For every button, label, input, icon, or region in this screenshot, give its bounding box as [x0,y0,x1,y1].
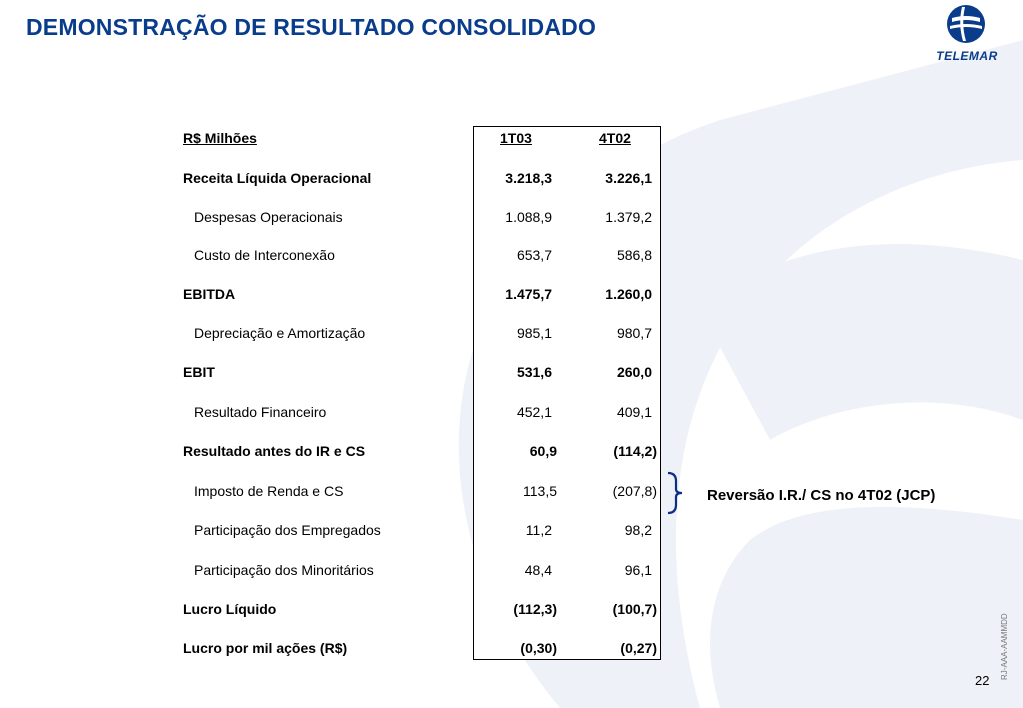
row-value-4t02: 1.260,0 [605,286,652,302]
page-title: DEMONSTRAÇÃO DE RESULTADO CONSOLIDADO [26,14,597,40]
row-label: Resultado Financeiro [194,404,327,420]
annotation-note: Reversão I.R./ CS no 4T02 (JCP) [707,487,936,504]
row-value-4t02: (114,2) [613,443,657,459]
row-label: Participação dos Minoritários [194,562,374,578]
table-header-row [0,130,1023,150]
row-value-1t03: 985,1 [516,325,552,341]
row-label: EBIT [183,364,215,380]
company-logo [928,4,1006,64]
table-row [0,325,1023,345]
row-value-1t03: (112,3) [513,601,557,617]
row-label: Depreciação e Amortização [194,325,366,341]
row-value-4t02: 260,0 [616,364,652,380]
row-value-1t03: 1.475,7 [505,286,552,302]
row-value-1t03: 1.088,9 [505,209,552,225]
row-label: Lucro Líquido [183,601,277,617]
row-label: Imposto de Renda e CS [194,483,344,499]
table-row [0,209,1023,229]
row-value-4t02: 3.226,1 [605,170,652,186]
row-value-4t02: 96,1 [624,562,652,578]
table-row [0,404,1023,424]
row-value-1t03: (0,30) [520,640,557,656]
row-value-1t03: 11,2 [525,522,552,538]
row-label: Receita Líquida Operacional [183,170,372,186]
row-value-1t03: 452,1 [516,404,552,420]
globe-icon [946,4,986,44]
row-value-1t03: 3.218,3 [505,170,552,186]
row-value-1t03: 60,9 [529,443,557,459]
document-code: RJ-AAA-AAMMDD [1000,613,1009,680]
row-label: EBITDA [183,286,236,302]
row-value-1t03: 48,4 [524,562,552,578]
row-value-4t02: (0,27) [620,640,657,656]
curly-brace-icon [664,471,686,515]
table-row [0,562,1023,582]
row-value-4t02: (207,8) [612,483,657,499]
row-label: Lucro por mil ações (R$) [183,640,348,656]
table-row [0,170,1023,190]
row-label: Despesas Operacionais [194,209,343,225]
row-value-4t02: 409,1 [616,404,652,420]
row-value-1t03: 531,6 [516,364,552,380]
header-label: R$ Milhões [183,130,257,146]
table-row [0,247,1023,267]
page-number: 22 [975,673,990,688]
row-value-4t02: 1.379,2 [605,209,652,225]
row-value-4t02: 98,2 [624,522,652,538]
row-value-4t02: (100,7) [612,601,657,617]
row-value-4t02: 586,8 [616,247,652,263]
table-row [0,640,1023,660]
row-label: Custo de Interconexão [194,247,335,263]
logo-wordmark: TELEMAR [936,49,998,63]
header-col-1t03: 1T03 [500,130,532,146]
row-value-4t02: 980,7 [616,325,652,341]
row-label: Participação dos Empregados [194,522,381,538]
table-row [0,443,1023,463]
row-value-1t03: 653,7 [516,247,552,263]
table-row [0,286,1023,306]
table-row [0,601,1023,621]
row-label: Resultado antes do IR e CS [183,443,366,459]
row-value-1t03: 113,5 [523,483,557,499]
header-col-4t02: 4T02 [599,130,631,146]
table-row [0,364,1023,384]
table-row [0,522,1023,542]
